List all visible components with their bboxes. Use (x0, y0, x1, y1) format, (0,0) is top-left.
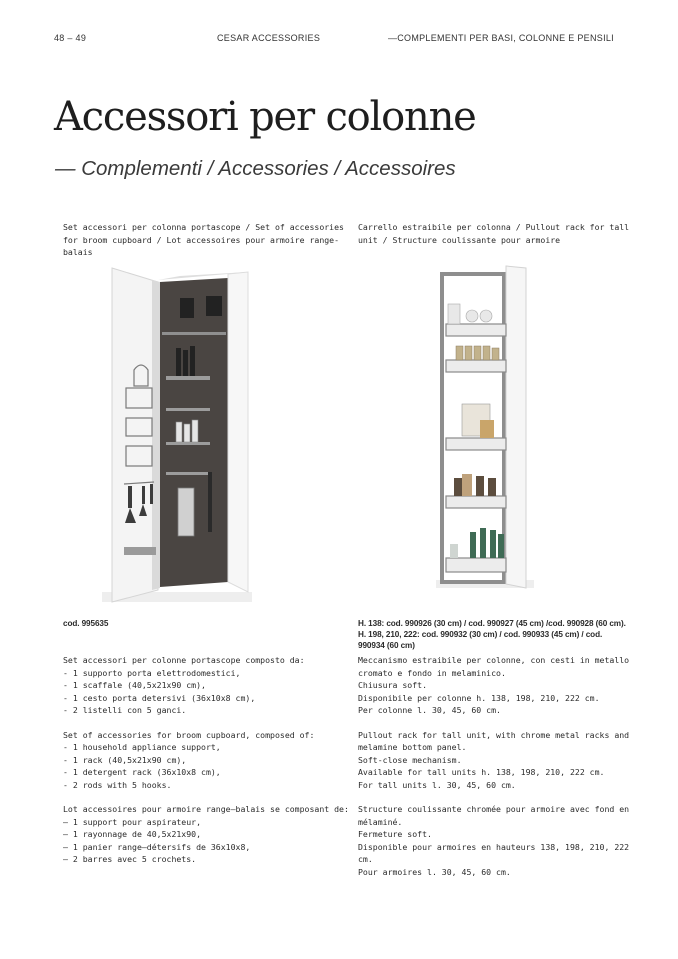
product-intro-left: Set accessori per colonna portascope / Set of accessories for broom cupboard / Lot accessoires pour armoire range-balais (63, 222, 344, 257)
desc-it: Meccanismo estraibile per colonne, con cesti in metallo cromato e fondo in melaminico. Chiusura soft. Disponibile per colonne h. 138, 198, 210, 222 cm. Per colonne l. 30, 45, 60 cm. (358, 655, 630, 715)
product-intro-right: Carrello estraibile per colonna / Pullout rack for tall unit / Structure coulissante pour armoire (358, 222, 630, 245)
page-subtitle: — Complementi / Accessories / Accessoires (55, 157, 456, 180)
page-numbers: 48 – 49 (54, 33, 87, 43)
pullout-rack-image (436, 262, 536, 592)
desc-fr: Lot accessoires pour armoire range–balais se composant de: – 1 support pour aspirateur, – 1 rayonnage de 40,5x21x90, – 1 panier range–détersifs de 36x10x8, – 2 barres avec 5 crochets. (63, 804, 349, 864)
desc-en: Pullout rack for tall unit, with chrome metal racks and melamine bottom panel. Soft-close mechanism. Available for tall units h. 138, 198, 210, 222 cm. For tall units l. 30, 45, 60 cm. (358, 729, 630, 790)
desc-en: Set of accessories for broom cupboard, composed of: - 1 household appliance support, - 1 rack (40,5x21x90 cm), - 1 detergent rack (36x10x8 cm), - 2 rods with 5 hooks. (63, 729, 315, 790)
broom-cupboard-image (100, 262, 260, 607)
desc-it: Set accessori per colonne portascope composto da: - 1 supporto porta elettrodomestici, - 1 scaffale (40,5x21x90 cm), - 1 cesto porta detersivi (36x10x8 cm), - 2 listelli con 5 ganci. (63, 655, 305, 715)
page-title: Accessori per colonne (54, 94, 476, 140)
section-label: —COMPLEMENTI PER BASI, COLONNE E PENSILI (387, 33, 614, 43)
product-desc-left (63, 654, 353, 878)
brand-label: CESAR ACCESSORIES (217, 33, 321, 43)
product-desc-right (358, 654, 633, 890)
product-code-right: H. 138: cod. 990926 (30 cm) / cod. 990927 (45 cm) /cod. 990928 (60 cm). H. 198, 210, 222: cod. 990932 (30 cm) / cod. 990933 (45 cm) / cod. 990934 (60 cm) (358, 619, 626, 650)
product-code-left: cod. 995635 (63, 619, 109, 628)
desc-fr: Structure coulissante chromée pour armoire avec fond en mélaminé. Fermeture soft. Disponible pour armoires en hauteurs 138, 198, 210, 222 cm. Pour armoires l. 30, 45, 60 cm. (358, 804, 630, 877)
